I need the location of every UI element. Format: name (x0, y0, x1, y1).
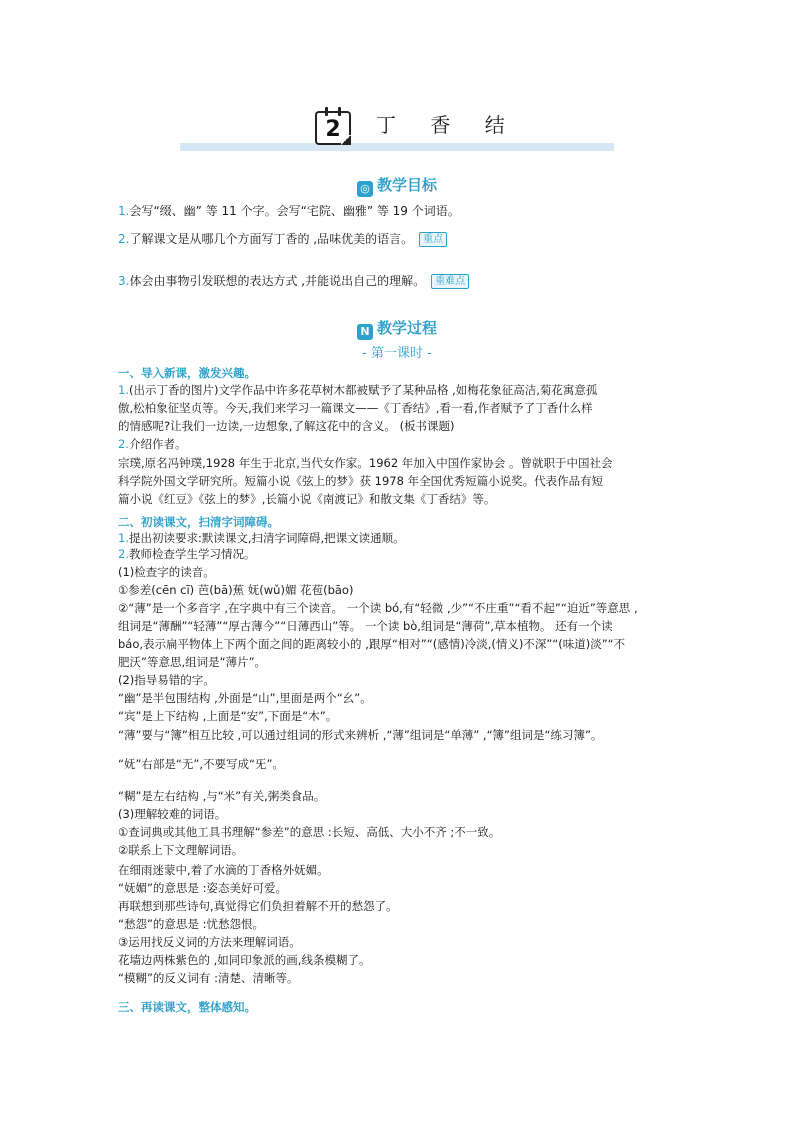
line-text: 肥沃”等意思,组词是“薄片”。 (118, 655, 267, 669)
item-number: 2. (118, 547, 129, 561)
line-text: ①参差(cēn cī) 芭(bā)蕉 妩(wǔ)媚 花苞(bāo) (118, 583, 354, 597)
line-text: 宗璞,原名冯钟璞,1928 年生于北京,当代女作家。1962 年加入中国作家协会 。曾就职于中国社会 (118, 456, 613, 470)
line-text: 傲,松柏象征坚贞等。今天,我们来学习一篇课文——《丁香结》,看一看,作者赋予了丁香什么样 (118, 401, 593, 415)
body-line (118, 842, 243, 858)
line-text: ②联系上下文理解词语。 (118, 843, 244, 857)
body-line (118, 455, 612, 471)
item-number: 2. (118, 437, 129, 451)
goal-item-2 (118, 230, 447, 248)
goal-number: 3. (118, 274, 130, 288)
line-text: 科学院外国文学研究所。短篇小说《弦上的梦》获 1978 年全国优秀短篇小说奖。代表作品有短 (118, 474, 604, 488)
line-text: (3)理解较难的词语。 (118, 807, 227, 821)
line-text: “糊”是左右结构 ,与“米”有关,粥类食品。 (118, 789, 326, 803)
line-text: ①查词典或其他工具书理解“参差”的意思 :长短、高低、大小不齐 ;不一致。 (118, 825, 501, 839)
line-text: 再联想到那些诗句,真觉得它们负担着解不开的愁怨了。 (118, 899, 398, 913)
line-text: 教师检查学生学习情况。 (128, 547, 256, 561)
target-icon: ◎ (357, 181, 373, 197)
body-line (118, 582, 353, 598)
goals-heading (0, 175, 794, 197)
lesson-title: 丁 香 结 (376, 113, 519, 137)
body-line (118, 491, 495, 507)
difficult-point-tag: 重难点 (431, 274, 469, 289)
body-line (118, 564, 215, 580)
line-text: 介绍作者。 (128, 437, 187, 451)
body-line (118, 418, 455, 434)
goal-text: 会写“缀、幽” 等 11 个字。会写“宅院、幽雅” 等 19 个词语。 (129, 204, 460, 218)
body-line (118, 970, 298, 986)
process-heading (0, 318, 794, 340)
title-underline (180, 143, 614, 151)
body-line (118, 916, 264, 932)
goal-text: 体会由事物引发联想的表达方式 ,并能说出自己的理解。 (129, 274, 426, 288)
body-line (118, 672, 215, 688)
line-text: “妩”右部是“无”,不要写成“旡”。 (118, 757, 284, 771)
body-line (118, 600, 638, 616)
line-text: “妩媚”的意思是 :姿态美好可爱。 (118, 881, 287, 895)
body-line (118, 708, 337, 724)
goals-heading-text: 教学目标 (376, 176, 437, 194)
line-text: “幽”是半包围结构 ,外面是“山”,里面是两个“幺”。 (118, 691, 372, 705)
goal-item-3 (118, 272, 469, 290)
lesson-period: - 第一课时 - (362, 346, 432, 361)
body-line (118, 636, 625, 652)
goal-number: 2. (118, 232, 130, 246)
section-heading (118, 999, 256, 1015)
body-line (118, 898, 398, 914)
section-heading (118, 365, 256, 381)
line-text: “模糊”的反义词有 :清楚、清晰等。 (118, 971, 299, 985)
line-text: 的情感呢?让我们一边读,一边想象,了解这花中的含义。 (板书课题) (118, 419, 455, 433)
line-text: “薄”要与“簿”相互比较 ,可以通过组词的形式来辨析 ,“薄”组词是“单薄” ,“簿”组词是“练习簿”。 (118, 728, 603, 742)
item-number: 1. (118, 531, 129, 545)
process-heading-text: 教学过程 (376, 319, 437, 337)
line-text: 花墙边两株紫色的 ,如同印象派的画,线条模糊了。 (118, 953, 371, 967)
line-text: 一、导入新课，激发兴趣。 (118, 366, 256, 380)
body-line (118, 934, 301, 950)
goal-number: 1. (118, 204, 130, 218)
body-line (118, 824, 500, 840)
body-line (118, 756, 284, 772)
body-line (118, 806, 226, 822)
line-text: 提出初读要求:默读课文,扫清字词障碍,把课文读通顺。 (128, 531, 405, 545)
body-line (118, 952, 370, 968)
line-text: (1)检查字的读音。 (118, 565, 215, 579)
line-text: 组词是“薄酬”“轻薄”“厚古薄今”“日薄西山”等。 一个读 bò,组词是“薄荷”,草本植物。 还有一个读 (118, 619, 613, 633)
line-text: báo,表示扁平物体上下两个面之间的距离较小的 ,跟厚“相对”“(感情)冷淡,(情义)不深”“(味道)淡”“不 (118, 637, 626, 651)
body-line (118, 690, 372, 706)
body-line (118, 400, 593, 416)
line-text: “宾”是上下结构 ,上面是“安”,下面是“木”。 (118, 709, 338, 723)
goal-text: 了解课文是从哪几个方面写丁香的 ,品味优美的语言。 (129, 232, 414, 246)
body-line (118, 654, 266, 670)
body-line (118, 382, 597, 398)
line-text: ③运用找反义词的方法来理解词语。 (118, 935, 301, 949)
body-line (118, 727, 602, 743)
line-text: 篇小说《红豆》《弦上的梦》,长篇小说《南渡记》和散文集《丁香结》等。 (118, 492, 496, 506)
body-line (118, 546, 255, 562)
section-heading (118, 514, 279, 530)
key-point-tag: 重点 (419, 232, 447, 247)
body-line (118, 862, 329, 878)
goal-item-1 (118, 202, 460, 220)
line-text: 在细雨迷蒙中,着了水滴的丁香格外妩媚。 (118, 863, 329, 877)
lesson-title-block (180, 108, 614, 152)
body-line (118, 530, 405, 546)
item-number: 1. (118, 383, 129, 397)
line-text: 三、再读课文，整体感知。 (118, 1000, 256, 1014)
line-text: 二、初读课文，扫清字词障碍。 (118, 515, 279, 529)
process-icon: N (357, 324, 373, 340)
line-text: (出示丁香的图片)文学作品中许多花草树木都被赋予了某种品格 ,如梅花象征高洁,菊花寓意孤 (128, 383, 598, 397)
lesson-number: 2 (325, 117, 341, 142)
body-line (118, 436, 186, 452)
body-line (118, 618, 613, 634)
line-text: (2)指导易错的字。 (118, 673, 215, 687)
calendar-number-icon (315, 111, 351, 145)
line-text: “愁怨”的意思是 :忧愁怨恨。 (118, 917, 264, 931)
body-line (118, 788, 325, 804)
body-line (118, 473, 603, 489)
line-text: ②“薄”是一个多音字 ,在字典中有三个读音。 一个读 bó,有“轻微 ,少”“不庄重”“看不起”“迫近”等意思 , (118, 601, 638, 615)
body-line (118, 880, 287, 896)
